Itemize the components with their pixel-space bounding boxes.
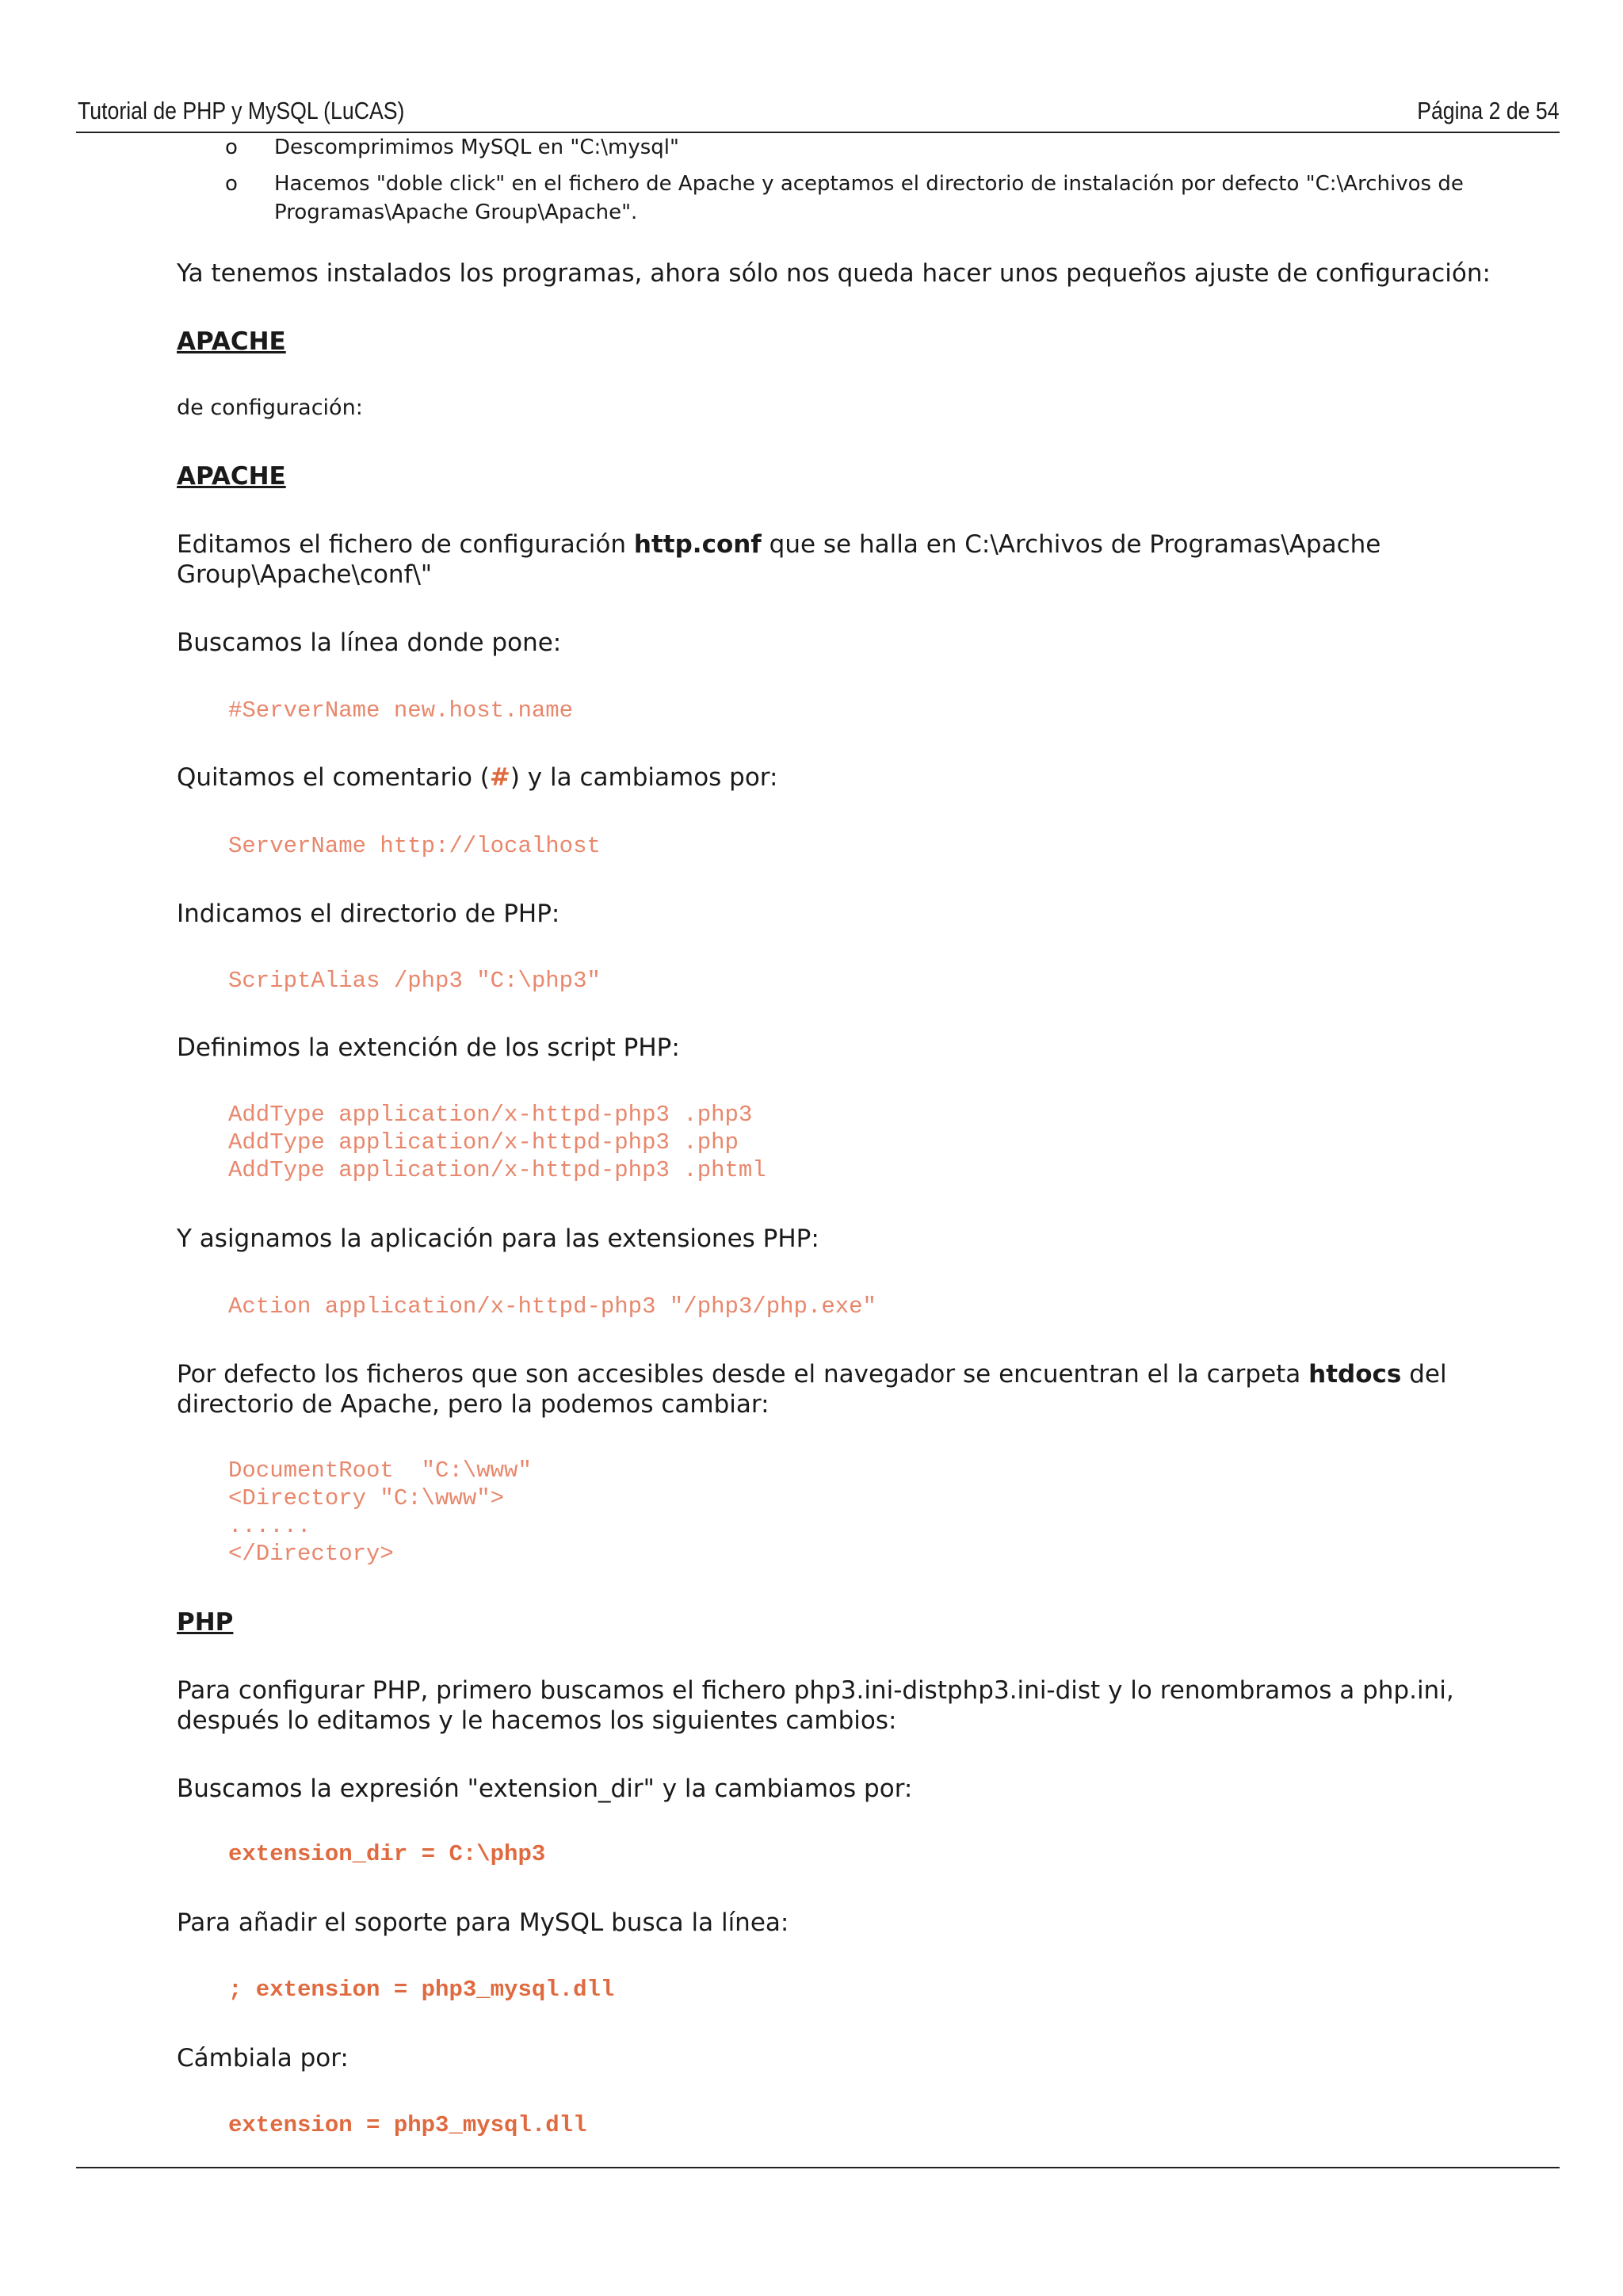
section-heading-apache-2: APACHE — [177, 462, 286, 491]
code-servername-comment: #ServerName new.host.name — [228, 697, 574, 724]
code-docroot-block — [177, 1457, 1556, 1568]
search-expr-paragraph: Buscamos la expresión "extension_dir" y la cambiamos por: — [177, 1775, 913, 1803]
bullet-list — [222, 133, 1553, 235]
code-line: <Directory "C:\www"> — [228, 1485, 505, 1511]
filename-http-conf: http.conf — [633, 530, 762, 559]
code-action: Action application/x-httpd-php3 "/php3/php.exe" — [228, 1293, 876, 1320]
document-body — [177, 258, 1556, 2139]
code-line: </Directory> — [228, 1541, 394, 1567]
section-heading-php: PHP — [177, 1608, 234, 1637]
change-it-paragraph: Cámbiala por: — [177, 2044, 349, 2073]
edit-paragraph: Editamos el fichero de configuración http.conf que se halla en C:\Archivos de Programas\Apache Group\Apache\conf\" — [177, 530, 1381, 589]
code-addtype-block — [177, 1101, 1556, 1184]
bullet-circle-icon: o — [225, 172, 238, 196]
define-ext-paragraph: Definimos la extención de los script PHP: — [177, 1033, 680, 1062]
search-line-paragraph: Buscamos la línea donde pone: — [177, 628, 562, 657]
footer-rule — [76, 2167, 1560, 2168]
code-extension-comment: ; extension = php3_mysql.dll — [228, 1977, 615, 2003]
mysql-support-paragraph: Para añadir el soporte para MySQL busca la línea: — [177, 1908, 789, 1937]
default-dir-paragraph: Por defecto los ficheros que son accesibles desde el navegador se encuentran el la carpeta htdocs del directorio de Apache, pero la podemos cambiar: — [177, 1360, 1447, 1419]
code-line: AddType application/x-httpd-php3 .php — [228, 1129, 739, 1156]
page-number: Página 2 de 54 — [1417, 97, 1560, 124]
folder-htdocs: htdocs — [1308, 1360, 1402, 1389]
code-line: AddType application/x-httpd-php3 .php3 — [228, 1102, 753, 1128]
code-line: ...... — [228, 1513, 311, 1539]
php-dir-paragraph: Indicamos el directorio de PHP: — [177, 900, 560, 928]
document-title: Tutorial de PHP y MySQL (LuCAS) — [78, 97, 405, 124]
section-heading-apache: APACHE — [177, 327, 286, 356]
list-item-text: Hacemos "doble click" en el fichero de Apache y aceptamos el directorio de instalación por defecto "C:\Archivos de Programas\Apache Group\Apache". — [274, 172, 1464, 224]
page-header — [76, 95, 1560, 133]
bullet-circle-icon: o — [225, 136, 238, 159]
php-config-paragraph: Para configurar PHP, primero buscamos el fichero php3.ini-distphp3.ini-dist y lo renombramos a php.ini, después lo editamos y le hacemos los siguientes cambios: — [177, 1676, 1454, 1735]
code-servername: ServerName http://localhost — [228, 833, 601, 859]
intro-paragraph: Ya tenemos instalados los programas, ahora sólo nos queda hacer unos pequeños ajuste de configuración: — [177, 259, 1491, 288]
list-item — [222, 170, 1553, 227]
remove-comment-paragraph: Quitamos el comentario (#) y la cambiamos por: — [177, 763, 778, 792]
assign-app-paragraph: Y asignamos la aplicación para las extensiones PHP: — [177, 1224, 819, 1253]
list-item — [222, 133, 1553, 162]
config-fragment: de configuración: — [177, 395, 363, 420]
code-extension-dir: extension_dir = C:\php3 — [228, 1841, 546, 1867]
list-item-text: Descomprimimos MySQL en "C:\mysql" — [274, 136, 679, 159]
code-scriptalias: ScriptAlias /php3 "C:\php3" — [228, 968, 601, 994]
code-extension: extension = php3_mysql.dll — [228, 2112, 587, 2138]
code-line: AddType application/x-httpd-php3 .phtml — [228, 1157, 766, 1183]
code-line: DocumentRoot "C:\www" — [228, 1457, 532, 1484]
hash-symbol: # — [489, 763, 510, 792]
